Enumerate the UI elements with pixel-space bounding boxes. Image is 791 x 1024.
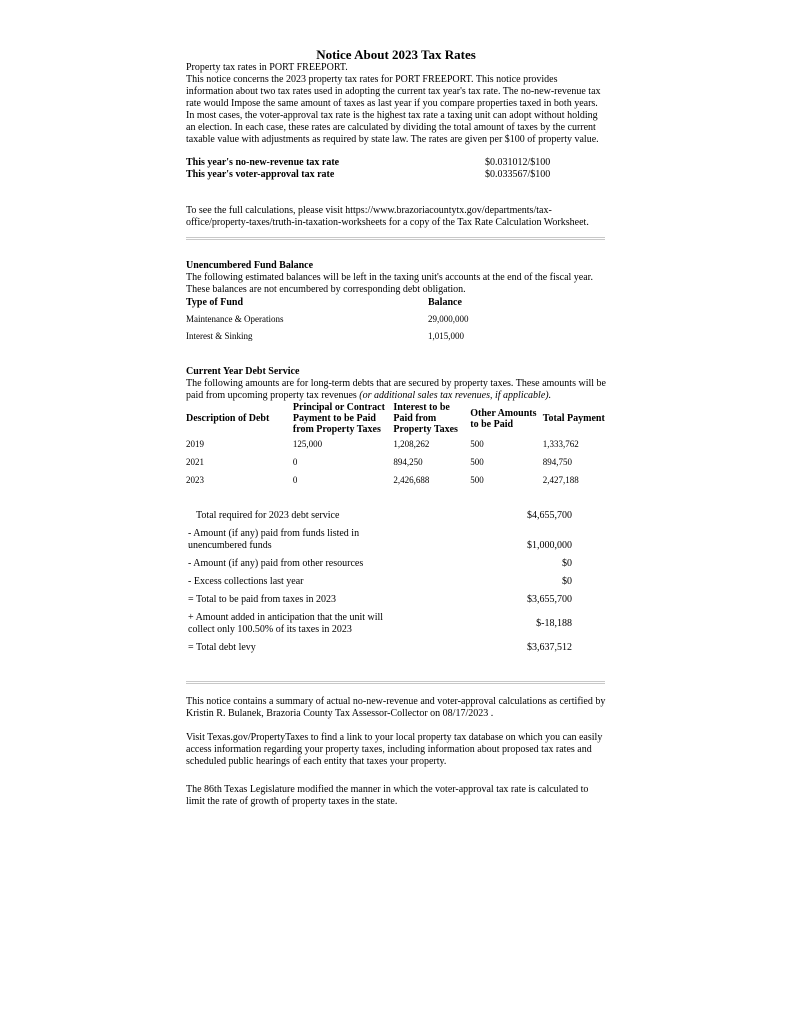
table-row [186, 327, 469, 344]
interest-payment: 894,250 [393, 457, 423, 467]
total-label: Total required for 2023 debt service [196, 510, 340, 521]
table-row [186, 453, 606, 471]
tax-rate-notice [186, 47, 606, 808]
table-row [186, 555, 586, 573]
legislature-note: The 86th Texas Legislature modified the manner in which the voter-approval tax rate is calculated to limit the rate of growth of property taxes in the state. [186, 784, 589, 807]
fund-type: Interest & Sinking [186, 330, 253, 341]
total-value: $-18,188 [536, 618, 572, 629]
table-row [186, 591, 586, 609]
tax-rates [186, 157, 606, 181]
column-header: Total Payment [542, 413, 605, 424]
calculation-link-text: To see the full calculations, please visit https://www.brazoriacountytx.gov/departments/tax-office/property-taxes/truth-in-taxation-worksheets for a copy of the Tax Rate Calculation Worksheet. [186, 205, 589, 228]
table-row [186, 310, 469, 327]
intro-line-1: Property tax rates in PORT FREEPORT. [186, 62, 348, 73]
table-row [186, 573, 586, 591]
fund-balance: 1,015,000 [428, 330, 464, 341]
table-row [186, 471, 606, 489]
section-description: The following estimated balances will be left in the taxing unit's accounts at the end of the fiscal year. These balances are not encumbered by corresponding debt obligation. [186, 272, 593, 295]
interest-payment: 2,426,688 [393, 475, 430, 485]
total-value: $3,655,700 [527, 594, 572, 605]
total-value: $4,655,700 [527, 510, 572, 521]
voter-approval-rate-row [186, 169, 606, 181]
column-header: Description of Debt [186, 413, 270, 424]
principal-payment: 0 [292, 457, 298, 467]
total-label: + Amount added in anticipation that the unit will collect only 100.50% of its taxes in 2023 [188, 612, 384, 635]
total-payment: 894,750 [542, 457, 572, 467]
total-label: = Total debt levy [188, 642, 256, 653]
total-label: - Amount (if any) paid from other resources [188, 558, 364, 569]
total-payment: 2,427,188 [542, 475, 579, 485]
rate-label: This year's no-new-revenue tax rate [186, 157, 340, 168]
table-row [186, 609, 586, 639]
fund-type: Maintenance & Operations [186, 313, 284, 324]
total-label: - Excess collections last year [188, 576, 304, 587]
table-row [186, 507, 586, 525]
section-heading: Unencumbered Fund Balance [186, 260, 314, 271]
certification-text: This notice contains a summary of actual no-new-revenue and voter-approval calculations as certified by Kristin R. Bulanek, Brazoria County Tax Assessor-Collector on 08/17/2023 . [186, 696, 606, 719]
rate-label: This year's voter-approval tax rate [186, 169, 335, 180]
unencumbered-fund-section [186, 260, 606, 344]
principal-payment: 0 [292, 475, 298, 485]
total-label: = Total to be paid from taxes in 2023 [188, 594, 337, 605]
total-payment: 1,333,762 [542, 439, 579, 449]
other-amounts: 500 [470, 457, 484, 467]
debt-service-section [186, 366, 606, 489]
debt-description: 2023 [186, 475, 204, 485]
notice-footer [186, 696, 606, 808]
total-value: $0 [562, 558, 572, 569]
table-row [186, 525, 586, 555]
rate-value: $0.031012/$100 [485, 157, 551, 168]
total-value: $1,000,000 [527, 540, 572, 551]
section-divider [186, 237, 605, 240]
no-new-revenue-rate-row [186, 157, 606, 169]
column-header: Balance [428, 297, 462, 308]
page-title: Notice About 2023 Tax Rates [316, 47, 476, 62]
column-header: Interest to be Paid from Property Taxes [393, 402, 458, 435]
debt-description: 2019 [186, 439, 204, 449]
other-amounts: 500 [470, 475, 484, 485]
interest-payment: 1,208,262 [393, 439, 430, 449]
column-header: Other Amounts to be Paid [470, 407, 537, 430]
rate-value: $0.033567/$100 [485, 169, 551, 180]
principal-payment: 125,000 [292, 439, 323, 449]
total-value: $3,637,512 [527, 642, 572, 653]
section-description: The following amounts are for long-term debts that are secured by property taxes. These amounts will be paid from upcoming property tax revenues (or additional sales tax revenues, if applicable). [186, 378, 606, 401]
fund-balance: 29,000,000 [428, 313, 469, 324]
column-header: Type of Fund [186, 297, 244, 308]
column-header: Principal or Contract Payment to be Paid from Property Taxes [292, 402, 385, 435]
total-value: $0 [562, 576, 572, 587]
debt-description: 2021 [186, 457, 204, 467]
debt-service-table [186, 402, 606, 489]
property-tax-info-text: Visit Texas.gov/PropertyTaxes to find a link to your local property tax database on which you can easily access information regarding your property taxes, including information about proposed tax rates and scheduled public hearings of each entity that taxes your property. [186, 732, 603, 767]
debt-totals-table [186, 507, 586, 657]
table-row [186, 435, 606, 453]
section-divider [186, 681, 605, 684]
other-amounts: 500 [470, 439, 484, 449]
section-heading: Current Year Debt Service [186, 366, 300, 377]
intro-paragraph: This notice concerns the 2023 property tax rates for PORT FREEPORT. This notice provides information about two tax rates used in adopting the current tax year's tax rate. The no-new-revenue tax rate would Impose the same amount of taxes as last year if you compare properties taxed in both years. In most cases, the voter-approval tax rate is the highest tax rate a taxing unit can adopt without holding an election. In each case, these rates are calculated by dividing the total amount of taxes by the current taxable value with adjustments as required by state law. The rates are given per $100 of property value. [186, 74, 601, 145]
table-row [186, 639, 586, 657]
total-label: - Amount (if any) paid from funds listed in unencumbered funds [188, 528, 360, 551]
fund-balance-table [186, 296, 469, 344]
